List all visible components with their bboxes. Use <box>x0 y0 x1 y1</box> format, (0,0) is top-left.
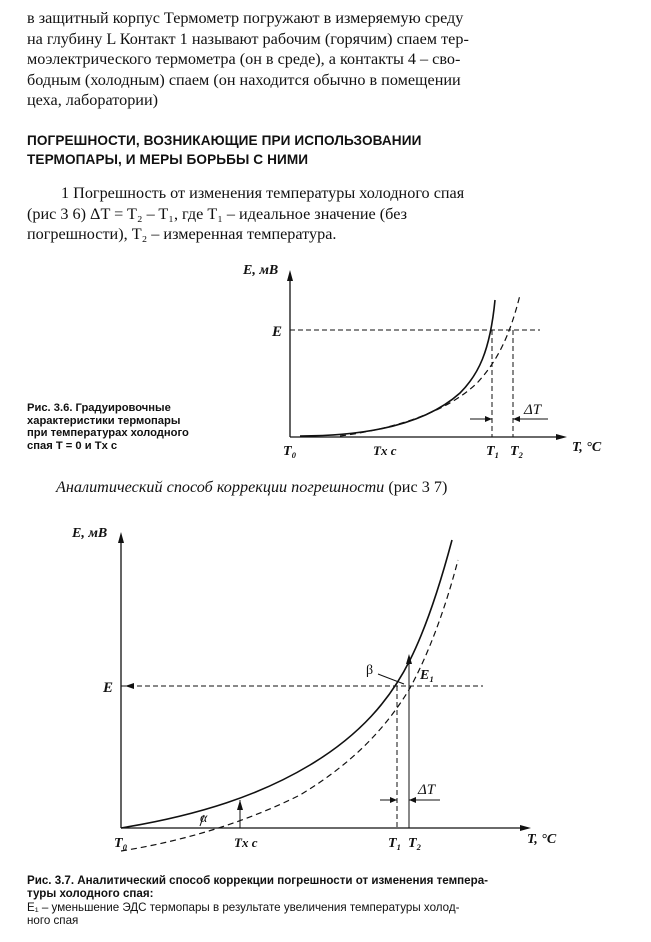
x-tick-label: T₀ <box>114 836 128 851</box>
text-line: цеха, лаборатории) <box>27 91 159 110</box>
caption-line: спая T = 0 и Tх с <box>27 439 118 452</box>
alpha-label: α <box>200 811 208 826</box>
arrowhead-icon <box>409 797 416 803</box>
figure-3-7-caption <box>27 874 612 928</box>
y-axis-arrow-icon <box>118 532 124 543</box>
text-line: 1 Погрешность от изменения температуры холодного спая <box>61 184 465 202</box>
text-line: на глубину L Контакт 1 называют рабочим (горячим) спаем тер- <box>27 29 469 48</box>
caption-line: E₁ – уменьшение ЭДС термопары в результате увеличения температуры холод- <box>27 900 460 914</box>
analytic-ref: (рис 3 7) <box>384 478 448 496</box>
caption-line: ного спая <box>27 914 79 928</box>
x-tick-label: T₀ <box>283 444 297 459</box>
e-label: E <box>103 680 114 696</box>
text-line: моэлектрического термометра (он в среде), а контакты 4 – сво- <box>27 50 461 69</box>
x-tick-label: Tх с <box>234 835 258 850</box>
x-axis-arrow-icon <box>520 825 531 831</box>
analytic-italic: Аналитический способ коррекции погрешности <box>56 478 385 496</box>
arrowhead-icon <box>390 797 397 803</box>
delta-t-label: ΔT <box>524 402 542 418</box>
y-axis-label: E, мВ <box>72 526 108 541</box>
caption-line: Рис. 3.6. Градуировочные <box>27 402 171 414</box>
x-tick-label: T₂ <box>510 444 524 459</box>
x-tick-label: T₁ <box>486 444 500 459</box>
calibration-curve-Txc <box>121 560 458 851</box>
delta-t-label: ΔT <box>418 782 436 798</box>
y-axis-label: E, мВ <box>243 263 279 278</box>
text-line: в защитный корпус Термометр погружают в измеряемую среду <box>27 9 464 27</box>
text-line: погрешности), T₂ – измеренная температура. <box>27 225 337 244</box>
caption-line: туры холодного спая: <box>27 887 154 901</box>
x-axis-label: T, °C <box>527 832 557 847</box>
caption-line: Рис. 3.7. Аналитический способ коррекции погрешности от изменения темпера- <box>27 874 489 887</box>
caption-line: при температурах холодного <box>27 427 189 440</box>
x-tick-label: T₂ <box>408 836 422 851</box>
x-axis-label: T, °C <box>572 440 602 455</box>
calibration-curve-T0 <box>121 540 452 828</box>
caption-line: характеристики термопары <box>27 414 181 427</box>
x-tick-label: Tх с <box>373 443 397 458</box>
text-line: (рис 3 6) ΔT = T₂ – T₁, где T₁ – идеальное значение (без <box>27 204 407 223</box>
heading-line: ПОГРЕШНОСТИ, ВОЗНИКАЮЩИЕ ПРИ ИСПОЛЬЗОВАНИИ <box>27 133 422 148</box>
text-line: бодным (холодным) спаем (он находится обычно в помещении <box>27 70 461 89</box>
arrowhead-icon <box>125 683 134 689</box>
e1-label: E₁ <box>420 668 435 683</box>
heading-line: ТЕРМОПАРЫ, И МЕРЫ БОРЬБЫ С НИМИ <box>27 152 309 167</box>
beta-label: β <box>366 663 374 678</box>
x-tick-label: T₁ <box>388 836 402 851</box>
arrowhead-icon <box>237 800 243 810</box>
e-label: E <box>272 324 283 340</box>
